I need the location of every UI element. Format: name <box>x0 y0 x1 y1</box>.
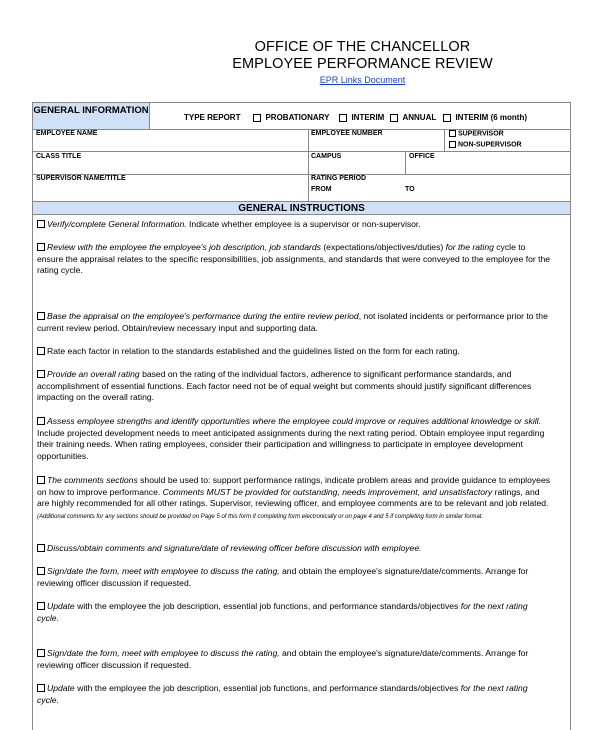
type-report-label: TYPE REPORT <box>184 113 241 122</box>
option-interim[interactable] <box>339 113 384 122</box>
option-label: NON-SUPERVISOR <box>457 141 522 149</box>
instruction-item <box>37 416 551 462</box>
item-text: with the employee the job description, essential job functions, and performance standards/objectives <box>74 601 461 611</box>
item-emphasis: Comments MUST be provided for outstanding, needs improvement, and unsatisfactory <box>162 486 493 497</box>
item-text: , not isolated incidents or performance prior to the current review period. Obtain/review necessary input and supporting data. <box>37 311 548 333</box>
item-text: should be used to: support performance ratings, indicate problem areas and provide guidance to employees on how to improve performance. <box>37 475 551 497</box>
option-label: INTERIM <box>351 113 385 122</box>
item-emphasis: for the next rating cycle. <box>37 601 528 623</box>
option-label: PROBATIONARY <box>265 113 330 122</box>
item-emphasis: Base the appraisal on the employee's performance during the entire review period <box>47 311 359 321</box>
employee-name-label: EMPLOYEE NAME <box>36 130 98 137</box>
instruction-item <box>37 566 551 589</box>
checkbox[interactable] <box>253 114 261 122</box>
page-title-line1: OFFICE OF THE CHANCELLOR <box>254 39 471 55</box>
item-emphasis: Sign/date the form, meet with employee to discuss the rating, <box>47 648 280 658</box>
to-label: TO <box>405 186 415 193</box>
item-emphasis: Provide an overall rating <box>47 369 140 379</box>
employee-number-label: EMPLOYEE NUMBER <box>311 130 383 137</box>
instruction-item <box>37 648 551 671</box>
instruction-item <box>37 346 551 358</box>
item-emphasis: The comments sections <box>47 475 138 485</box>
class-title-label: CLASS TITLE <box>36 153 82 160</box>
item-emphasis: Update <box>47 601 75 611</box>
item-text: Rate each factor in relation to the standards established and the guidelines listed on the form for each rating. <box>47 346 460 356</box>
epr-links-document-link[interactable]: EPR Links Document <box>319 75 406 85</box>
option-label: SUPERVISOR <box>457 130 504 138</box>
item-text: cycle to ensure the appraisal relates to the specific responsibilities, job assignments, and standards that were conveyed to the employee for the rating cycle. <box>37 242 551 276</box>
general-instructions-heading: GENERAL INSTRUCTIONS <box>32 201 571 215</box>
item-text: (expectations/objectives/duties) <box>320 242 446 252</box>
supervisor-name-title-label: SUPERVISOR NAME/TITLE <box>36 175 126 182</box>
item-text: and obtain the employee's signature/date/comments. Arrange for reviewing officer discussion if requested. <box>37 566 529 588</box>
instruction-item <box>37 683 551 706</box>
supervisor-option[interactable] <box>449 130 504 137</box>
checkbox[interactable] <box>37 347 45 355</box>
checkbox[interactable] <box>37 370 45 378</box>
item-text: with the employee the job description, essential job functions, and performance standards/objectives <box>74 683 461 693</box>
office-label: OFFICE <box>409 153 435 160</box>
option-interim-6-month[interactable] <box>443 113 527 122</box>
item-footnote: (Additional comments for any sections should be provided on Page 5 of this form if completing form electronically or on page 4 and 5 if completing form in similar format. <box>37 513 484 520</box>
option-annual[interactable] <box>390 113 436 122</box>
item-text: ratings, and are highly recommended for all other ratings. Supervisor, reviewing officer, and employee comments are to be relevant and job related. <box>37 486 549 509</box>
item-emphasis: Review with the employee the employee's job description, job standards <box>47 242 321 252</box>
instruction-item <box>37 543 551 555</box>
page-title-line2: EMPLOYEE PERFORMANCE REVIEW <box>232 56 493 72</box>
item-text: Include projected development needs to meet anticipated assignments during the next rating period. Obtain employee input regarding their training needs. When rating employees, consider their participation and willingness to participate in employee development opportunities. <box>37 427 545 461</box>
checkbox[interactable] <box>37 684 45 692</box>
instruction-item <box>37 311 551 334</box>
item-text: Indicate whether employee is a supervisor or non-supervisor. <box>186 219 421 229</box>
instruction-item <box>37 219 551 231</box>
checkbox[interactable] <box>339 114 347 122</box>
item-emphasis: for the rating <box>445 242 494 252</box>
item-emphasis: Discuss/obtain comments and signature/date of reviewing officer before discussion with employee. <box>47 543 422 553</box>
checkbox[interactable] <box>37 567 45 575</box>
checkbox[interactable] <box>37 417 45 425</box>
item-emphasis: for the next rating cycle. <box>37 683 528 705</box>
checkbox[interactable] <box>449 130 456 137</box>
item-emphasis: Verify/complete General Information. <box>47 219 187 229</box>
checkbox[interactable] <box>449 141 456 148</box>
checkbox[interactable] <box>37 649 45 657</box>
item-text: and obtain the employee's signature/date/comments. Arrange for reviewing officer discussion if requested. <box>37 648 529 670</box>
instruction-item <box>37 242 551 277</box>
from-label: FROM <box>311 186 332 193</box>
instruction-item <box>37 369 551 404</box>
checkbox[interactable] <box>37 602 45 610</box>
instruction-item <box>37 475 551 523</box>
option-label: INTERIM (6 month) <box>455 113 527 122</box>
checkbox[interactable] <box>443 114 451 122</box>
non-supervisor-option[interactable] <box>449 141 522 148</box>
checkbox[interactable] <box>37 220 45 228</box>
option-probationary[interactable] <box>253 113 329 122</box>
item-text: based on the rating of the individual factors, adherence to significant performance standards, and accomplishment of essential functions. Each factor need not be of equal weight but comments should justify significant differences impacting on the overall rating. <box>37 369 532 403</box>
item-emphasis: Sign/date the form, meet with employee to discuss the rating, <box>47 566 280 576</box>
checkbox[interactable] <box>37 544 45 552</box>
checkbox[interactable] <box>37 243 45 251</box>
checkbox[interactable] <box>390 114 398 122</box>
item-emphasis: Assess employee strengths and identify opportunities where the employee could improve or requires additional knowledge or skill. <box>47 416 541 426</box>
general-information-table <box>32 102 571 202</box>
item-emphasis: Update <box>47 683 75 693</box>
general-information-heading: GENERAL INFORMATION <box>33 103 150 130</box>
option-label: ANNUAL <box>402 113 437 122</box>
campus-label: CAMPUS <box>311 153 342 160</box>
instruction-item <box>37 601 551 624</box>
checkbox[interactable] <box>37 312 45 320</box>
checkbox[interactable] <box>37 476 45 484</box>
rating-period-label: RATING PERIOD <box>311 175 367 182</box>
